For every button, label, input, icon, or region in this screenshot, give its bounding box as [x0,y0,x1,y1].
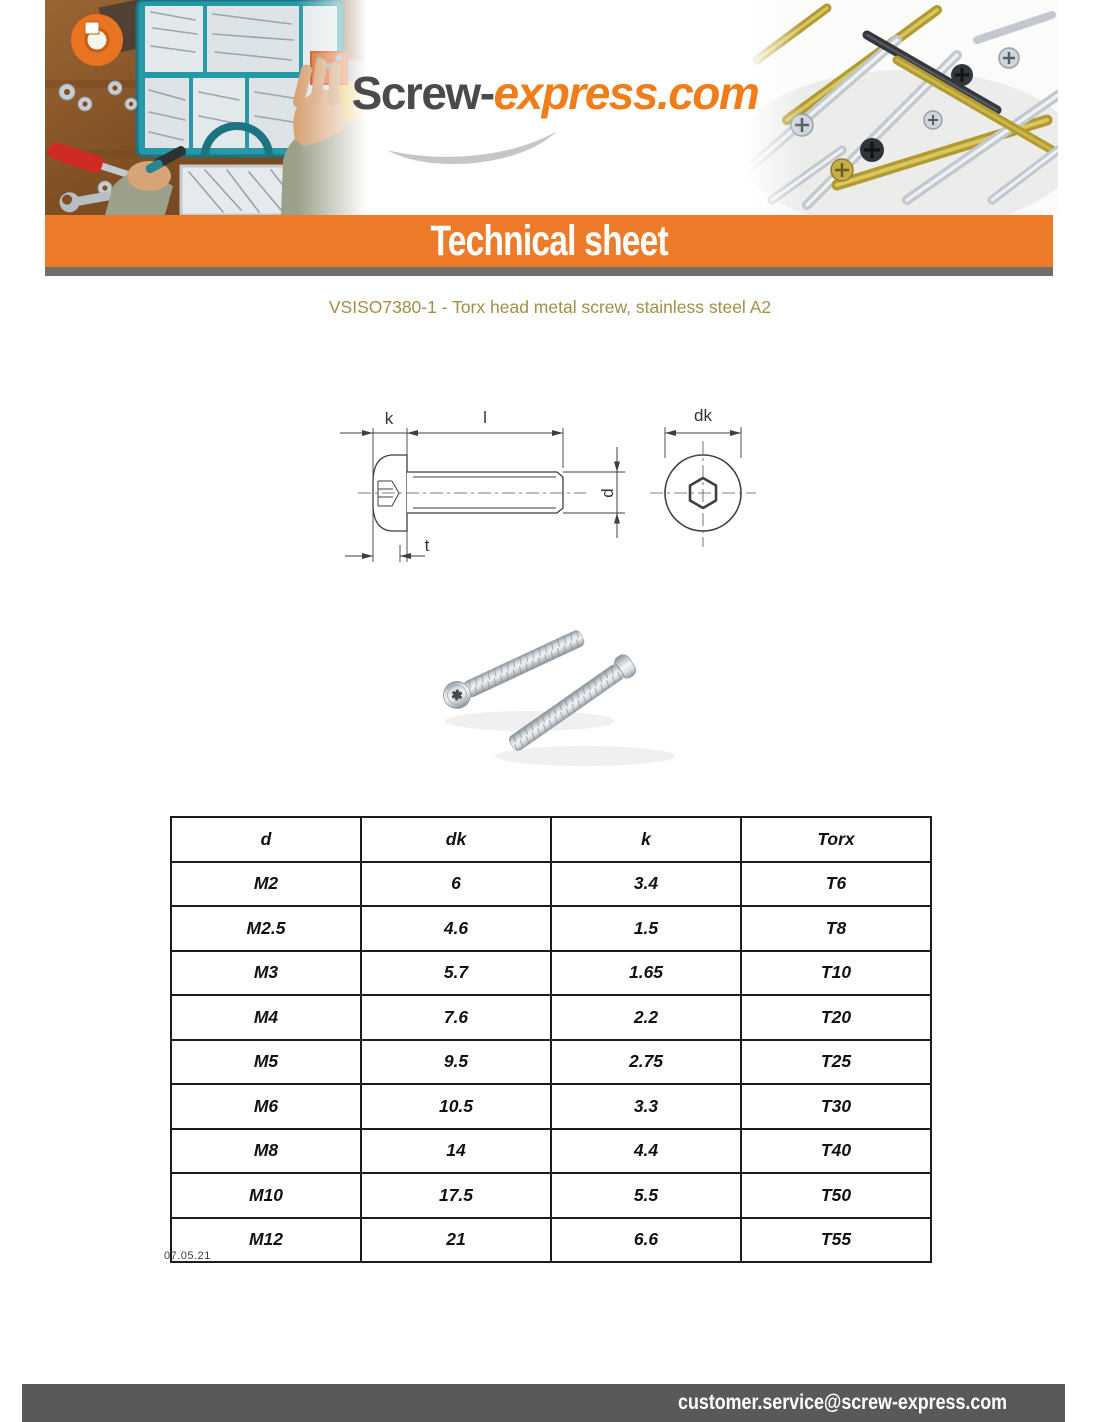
technical-drawing [330,388,790,600]
cell: 1.5 [551,906,741,951]
page-title: Technical sheet [430,216,668,265]
table-row [171,951,931,996]
cell: T10 [741,951,931,996]
revision-date: 07.05.21 [164,1250,211,1262]
col-header-k: k [551,817,741,862]
table-row [171,995,931,1040]
dim-label-d: d [598,488,617,498]
cell: 4.6 [361,906,551,951]
cell: M12 [171,1218,361,1263]
cell: T30 [741,1084,931,1129]
screw-pile-photo [747,0,1058,215]
spec-table [170,816,932,1263]
cell: 7.6 [361,995,551,1040]
table-row [171,1129,931,1174]
cell: M4 [171,995,361,1040]
cell: T40 [741,1129,931,1174]
col-header-torx: Torx [741,817,931,862]
cell: M10 [171,1173,361,1218]
divider-bar [45,267,1053,276]
contact-email: customer.service@screw-express.com [678,1391,1007,1414]
dim-label-l: l [483,408,487,427]
cell: 3.4 [551,862,741,907]
table-row [171,906,931,951]
dim-label-k: k [384,409,394,428]
cell: 1.65 [551,951,741,996]
cell: 2.75 [551,1040,741,1085]
col-header-d: d [171,817,361,862]
cell: M2.5 [171,906,361,951]
cell: M8 [171,1129,361,1174]
cell: 3.3 [551,1084,741,1129]
cell: T50 [741,1173,931,1218]
cell: 21 [361,1218,551,1263]
col-header-dk: dk [361,817,551,862]
table-row [171,1040,931,1085]
table-row [171,1173,931,1218]
table-row [171,1084,931,1129]
cell: T20 [741,995,931,1040]
cell: M6 [171,1084,361,1129]
cell: 9.5 [361,1040,551,1085]
title-banner [45,215,1053,267]
cell: 6.6 [551,1218,741,1263]
dim-label-dk: dk [694,406,712,425]
cell: T25 [741,1040,931,1085]
cell: 14 [361,1129,551,1174]
cell: M2 [171,862,361,907]
cell: 5.5 [551,1173,741,1218]
product-subtitle: VSISO7380-1 - Torx head metal screw, stainless steel A2 [328,297,772,317]
tape-measure [71,14,123,66]
cell: T6 [741,862,931,907]
cell: M3 [171,951,361,996]
brand-name-gray: Screw- [351,67,494,119]
cell: 4.4 [551,1129,741,1174]
footer-bar [22,1384,1065,1422]
product-photo [420,606,740,791]
table-row [171,862,931,907]
cell: T55 [741,1218,931,1263]
cell: T8 [741,906,931,951]
table-header-row [171,817,931,862]
cell: 2.2 [551,995,741,1040]
cell: 10.5 [361,1084,551,1129]
logo-swoosh [383,126,563,166]
table-row [171,1218,931,1263]
brand-name-orange: express.com [493,67,759,119]
cell: M5 [171,1040,361,1085]
workbench-photo [45,0,367,215]
dim-label-t: t [424,536,430,555]
cell: 5.7 [361,951,551,996]
cell: 17.5 [361,1173,551,1218]
cell: 6 [361,862,551,907]
